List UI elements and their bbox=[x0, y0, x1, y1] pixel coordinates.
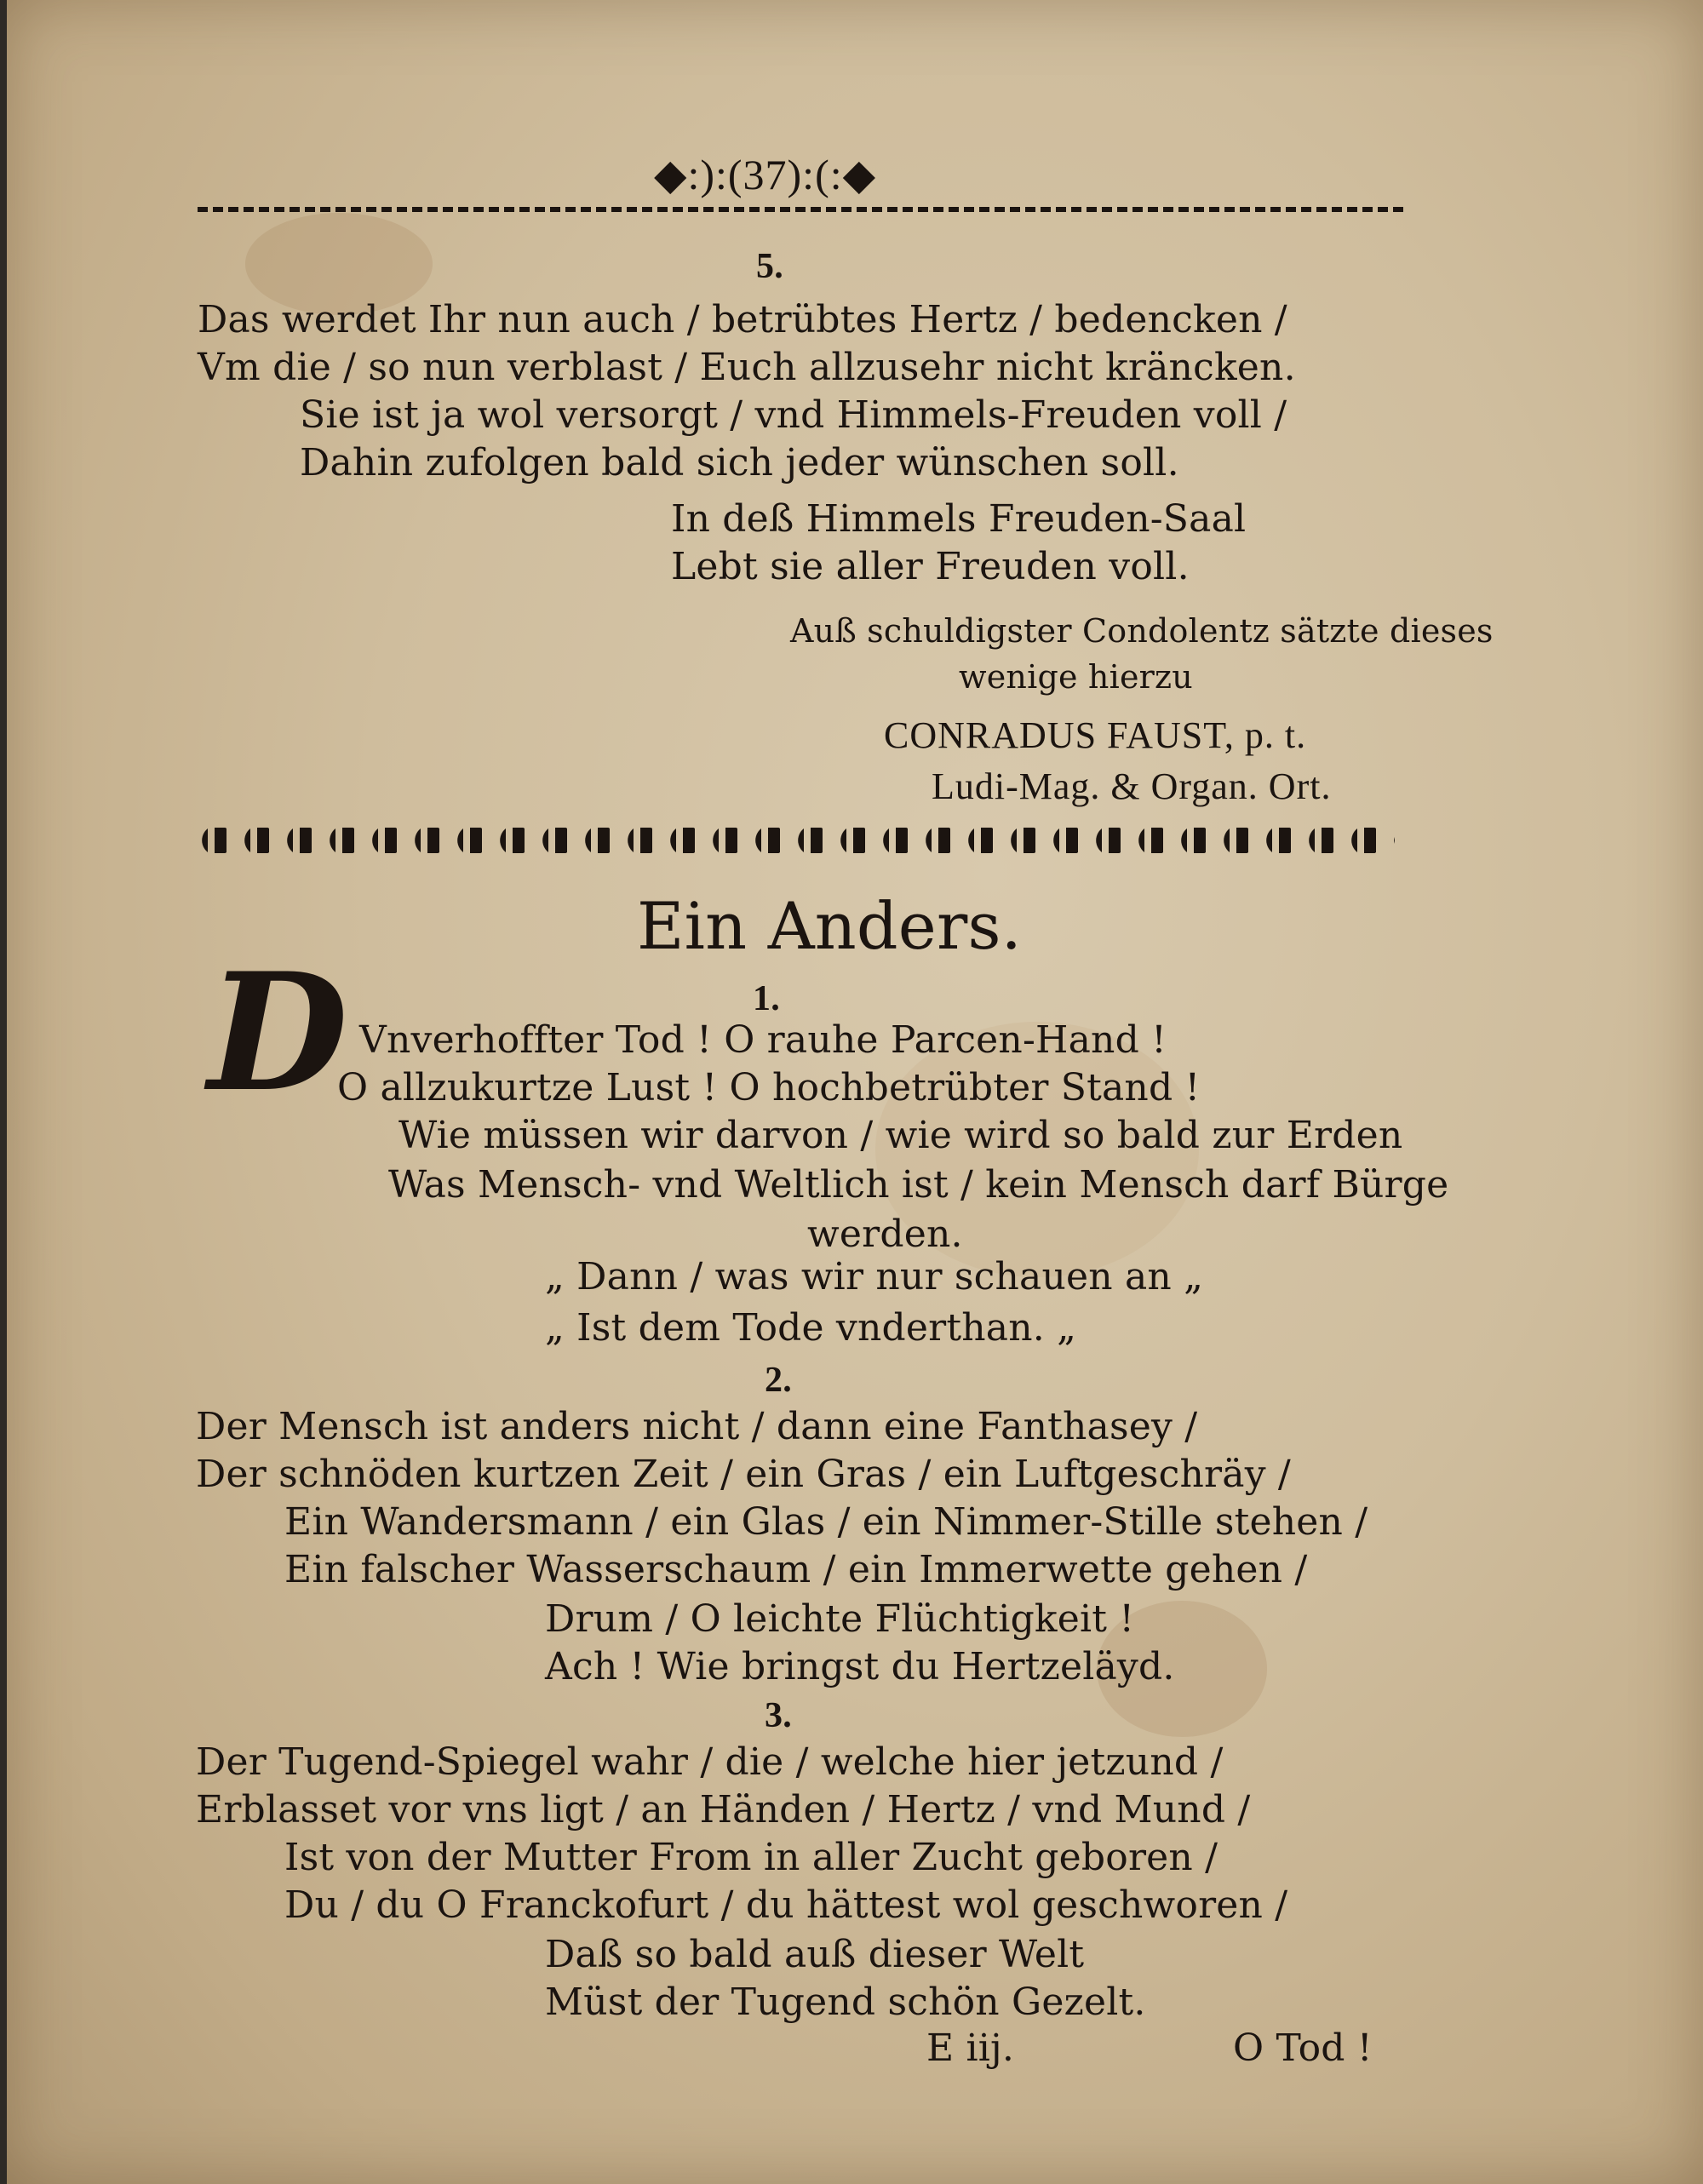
verse-line: „ Ist dem Tode vnderthan. „ bbox=[545, 1306, 1077, 1350]
dedication-line: wenige hierzu bbox=[959, 658, 1193, 696]
author-title: Ludi-Mag. & Organ. Ort. bbox=[932, 765, 1332, 807]
verse-line: Sie ist ja wol versorgt / vnd Himmels-Freuden voll / bbox=[300, 393, 1287, 437]
author-name: CONRADUS FAUST, p. t. bbox=[884, 714, 1307, 756]
verse-line: Ein falscher Wasserschaum / ein Immerwette gehen / bbox=[284, 1548, 1308, 1591]
verse-line: Du / du O Franckofurt / du hättest wol geschworen / bbox=[284, 1883, 1288, 1927]
header-rule bbox=[198, 207, 1403, 212]
dedication-line: Auß schuldigster Condolentz sätzte dieses bbox=[790, 612, 1494, 650]
verse-line: werden. bbox=[807, 1212, 963, 1256]
verse-line: Wie müssen wir darvon / wie wird so bald zur Erden bbox=[399, 1114, 1403, 1157]
verse-line: Ein Wandersmann / ein Glas / ein Nimmer-Stille stehen / bbox=[284, 1500, 1368, 1544]
verse-line: Das werdet Ihr nun auch / betrübtes Hertz / bedencken / bbox=[198, 298, 1287, 341]
verse-line: Vnverhoffter Tod ! O rauhe Parcen-Hand ! bbox=[359, 1018, 1167, 1062]
catchword: O Tod ! bbox=[1233, 2026, 1373, 2070]
stanza-number: 2. bbox=[765, 1361, 792, 1400]
verse-line: Was Mensch- vnd Weltlich ist / kein Mensch darf Bürge bbox=[388, 1163, 1449, 1207]
verse-line: Erblasset vor vns ligt / an Händen / Hertz / vnd Mund / bbox=[196, 1788, 1251, 1831]
signature-mark: E iij. bbox=[926, 2026, 1015, 2070]
verse-line: Der schnöden kurtzen Zeit / ein Gras / ein Luftgeschräy / bbox=[196, 1453, 1291, 1496]
verse-line: „ Dann / was wir nur schauen an „ bbox=[545, 1255, 1204, 1298]
poem-title: Ein Anders. bbox=[637, 888, 1023, 964]
ornamental-border bbox=[196, 828, 1395, 853]
verse-line: Vm die / so nun verblast / Euch allzusehr nicht kräncken. bbox=[198, 346, 1296, 389]
verse-line: Ist von der Mutter From in aller Zucht geboren / bbox=[284, 1836, 1218, 1879]
verse-line: Der Mensch ist anders nicht / dann eine Fanthasey / bbox=[196, 1405, 1198, 1448]
verse-line: Drum / O leichte Flüchtigkeit ! bbox=[545, 1597, 1135, 1641]
verse-line: Lebt sie aller Freuden voll. bbox=[671, 545, 1190, 588]
stanza-number: 1. bbox=[753, 979, 780, 1018]
drop-cap: D bbox=[208, 937, 348, 1127]
verse-line: O allzukurtze Lust ! O hochbetrübter Stand ! bbox=[337, 1066, 1201, 1109]
verse-line: Ach ! Wie bringst du Hertzeläyd. bbox=[545, 1645, 1175, 1688]
verse-line: Daß so bald auß dieser Welt bbox=[545, 1933, 1085, 1976]
verse-line: In deß Himmels Freuden-Saal bbox=[671, 497, 1247, 541]
book-page bbox=[7, 0, 1703, 2184]
verse-line: Dahin zufolgen bald sich jeder wünschen soll. bbox=[300, 441, 1179, 484]
stanza-number: 5. bbox=[756, 247, 783, 286]
verse-line: Müst der Tugend schön Gezelt. bbox=[545, 1981, 1146, 2024]
running-head: ◆:):(37):(:◆ bbox=[654, 151, 877, 198]
stanza-number: 3. bbox=[765, 1696, 792, 1735]
verse-line: Der Tugend-Spiegel wahr / die / welche hier jetzund / bbox=[196, 1740, 1224, 1784]
